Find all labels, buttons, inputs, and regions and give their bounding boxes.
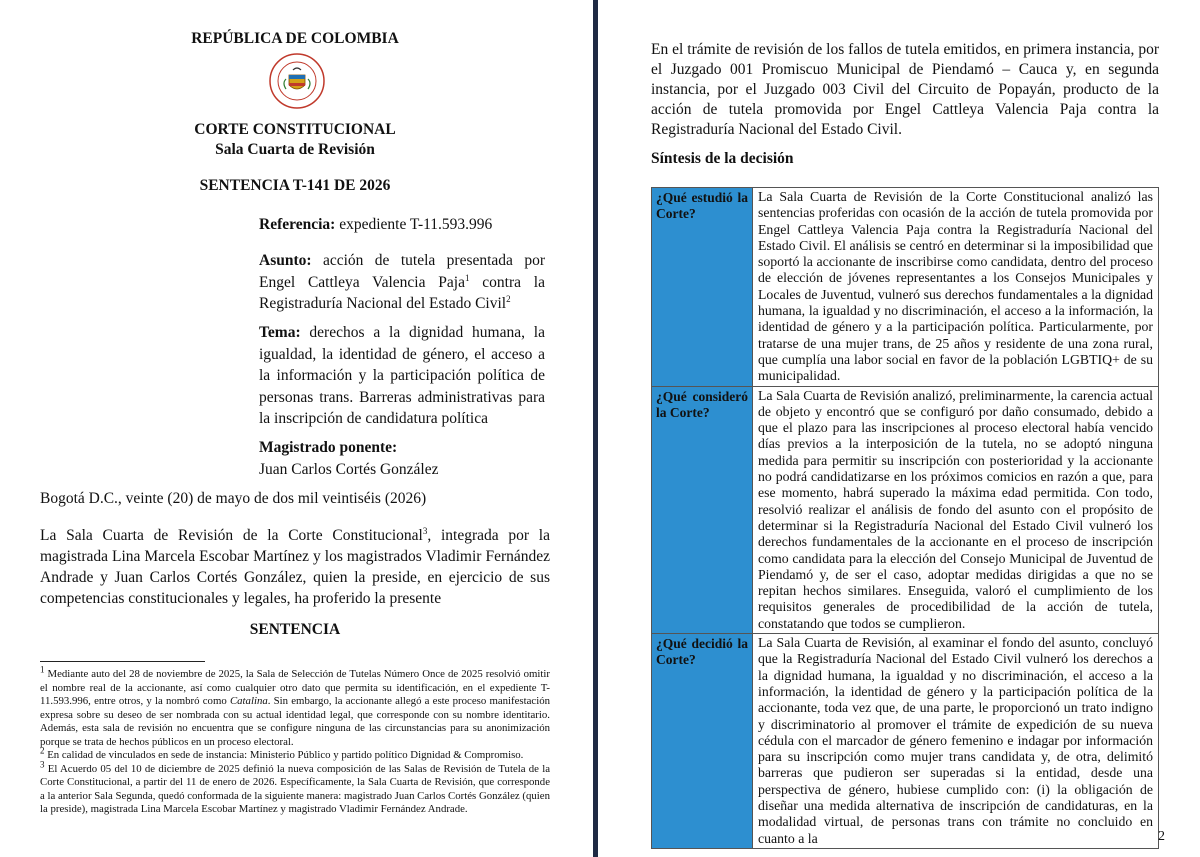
footnote-3: $^3$ El Acuerdo 05 del 10 de diciembre de 2025 definió la nueva composición de las Salas de Revisión de Tutela de la Corte Constitucional, a partir del 11 de enero de 2026. Específicamente, la Sala Cuarta de Revisión, que corresponde a la anterior Sala Segunda, quedó conformada de la siguiente manera: magistrado Juan Carlos Cortés González (quien la preside), magistrada Lina Marcela Escobar Martínez y magistrado Vladimir Fernández Andrade. [40, 758, 550, 815]
footnote-ref-2[interactable]: 2 [506, 293, 511, 304]
reference-value: expediente T-11.593.996 [335, 216, 493, 233]
answer-cell: La Sala Cuarta de Revisión, al examinar el fondo del asunto, concluyó que la Registraduría Nacional del Estado Civil vulneró los derechos a la dignidad humana, la igualdad y no discriminación, el acceso a la información, la identidad de género y la participación política de la accionante, toda vez que, de una parte, le proporcionó un trato indigno y discriminatorio al promover el trámite de expedición de su nueva cédula con el marcador de género femenino e indagar por información para su inscripción como mujer trans candidata y, de otra, delimitó barreras que pudieron ser superadas si la entidad, desde una perspectiva de género, hubiese cumplido con: (i) la obligación de diseñar una medida alternativa de inscripción de candidaturas, en la modalidad virtual, de personas trans con trámite no concluido en cuanto a la [753, 634, 1159, 849]
right-page [599, 0, 1200, 857]
intro-text-2: , integrada por la magistrada Lina Marcela Escobar Martínez y los magistrados Vladimir Fernández Andrade y Juan Carlos Cortés González, quien la preside, en ejercicio de sus competencias constitucionales y legales, ha proferido la presente [40, 527, 550, 607]
sentencia-heading: SENTENCIA [249, 621, 341, 638]
answer-cell: La Sala Cuarta de Revisión de la Corte Constitucional analizó las sentencias proferidas con ocasión de la acción de tutela promovida por Engel Cattleya Valencia Paja contra la Registraduría Nacional del Estado Civil. El análisis se centró en determinar si la imposibilidad que soportó la accionante de inscribirse como candidata, dentro del proceso de elección de jóvenes representantes a los Consejos Municipales y Locales de Juventud, vulneró sus derechos fundamentales a la dignidad humana, la igualdad y no discriminación, el acceso a la información, la identidad de género y a la participación política. Particularmente, por tratarse de una mujer trans, de 25 años y residente de una zona rural, que cumplía una labor social en favor de la población LGBTIQ+ de su municipalidad. [753, 188, 1159, 387]
subject-text-1: acción de tutela presentada por Engel Cattleya Valencia Paja [259, 252, 545, 291]
page-divider [593, 0, 598, 857]
reference [259, 214, 545, 236]
subject-label: Asunto: [259, 252, 312, 269]
intro-paragraph [40, 525, 550, 609]
decision-summary-table [651, 187, 1159, 849]
table-row [652, 188, 1159, 387]
footnote-ref-3[interactable]: 3 [422, 525, 428, 536]
topic-label: Tema: [259, 324, 301, 341]
topic [259, 322, 545, 430]
footnote-ref-1[interactable]: 1 [464, 272, 470, 283]
page-number: 2 [1158, 829, 1165, 844]
left-page [0, 0, 590, 857]
subject [259, 250, 545, 315]
sala-name: Sala Cuarta de Revisión [215, 141, 375, 158]
court-name: CORTE CONSTITUCIONAL [194, 121, 396, 138]
footnote-divider [40, 661, 205, 662]
court-seal-icon [269, 53, 325, 109]
date-line: Bogotá D.C., veinte (20) de mayo de dos mil veintiséis (2026) [40, 490, 427, 507]
rapporteur [259, 437, 545, 480]
table-row [652, 634, 1159, 849]
lead-paragraph: En el trámite de revisión de los fallos de tutela emitidos, en primera instancia, por el Juzgado 001 Promiscuo Municipal de Piendamó – Cauca y, en segunda instancia, por el Juzgado 003 Civil del Circuito de Popayán, producto de la acción de tutela promovida por Engel Cattleya Valencia Paja contra la Registraduría Nacional del Estado Civil. [651, 41, 1159, 138]
synthesis-title: Síntesis de la decisión [651, 150, 794, 167]
question-cell: ¿Qué consideró la Corte? [652, 386, 753, 633]
intro-text-1: La Sala Cuarta de Revisión de la Corte Constitucional [40, 527, 423, 544]
answer-cell: La Sala Cuarta de Revisión analizó, preliminarmente, la carencia actual de objeto y encontró que se configuró por daño consumado, debido a que el plazo para las inscripciones al proceso electoral había vencido días previos a la interposición de la tutela, no se adoptó ninguna medida para permitir su inscripción con posterioridad y la accionante no podrá candidatizarse en los próximos comicios en razón a que, para ese momento, habrá superado la máxima edad permitida. Con todo, resolvió realizar el análisis de fondo del asunto con el propósito de determinar si la Registraduría Nacional del Estado Civil vulneró los derechos fundamentales de la accionante en el proceso de inscripción como candidata para la elección del Consejo Municipal de Juventud de Piendamó y, de ser el caso, adoptar medidas dirigidas a que no se repitan hechos similares. Enseguida, valoró el cumplimiento de los requisitos generales de procedibilidad de la acción de tutela, constatando que todos se cumplieron. [753, 386, 1159, 633]
table-row [652, 386, 1159, 633]
reference-label: Referencia: [259, 216, 336, 233]
footnote-1: $^1$ Mediante auto del 28 de noviembre de 2025, la Sala de Selección de Tutelas Número Once de 2025 resolvió omitir el nombre real de la accionante, así como cualquier otro dato que permita su identificación, en el expediente T-11.593.996, entre otros, y la nombró como Catalina. Sin embargo, la accionante allegó a este proceso manifestación expresa sobre su deseo de ser nombrada con su actual identidad legal, que corresponde con su nombre identitario. Además, esta sala de revisión no encuentra que se configure ninguna de las circunstancias para su anonimización porque se trata de hechos públicos en un proceso electoral. [40, 664, 550, 748]
republic-heading: REPÚBLICA DE COLOMBIA [191, 30, 399, 47]
footnotes [40, 664, 550, 817]
rapporteur-label: Magistrado ponente: [259, 439, 398, 456]
footnote-2: $^2$ En calidad de vinculados en sede de instancia: Ministerio Público y partido político Dignidad & Compromiso. [40, 745, 524, 761]
question-cell: ¿Qué estudió la Corte? [652, 188, 753, 387]
sentence-number: SENTENCIA T-141 DE 2026 [199, 177, 391, 194]
subject-text-2: contra la Registraduría Nacional del Estado Civil [259, 273, 545, 312]
question-cell: ¿Qué decidió la Corte? [652, 634, 753, 849]
rapporteur-name: Juan Carlos Cortés González [259, 460, 439, 478]
topic-text: derechos a la dignidad humana, la igualdad, la identidad de género, el acceso a la información y la participación política de personas trans. Barreras administrativas para la inscripción de candidatura política [259, 324, 545, 427]
